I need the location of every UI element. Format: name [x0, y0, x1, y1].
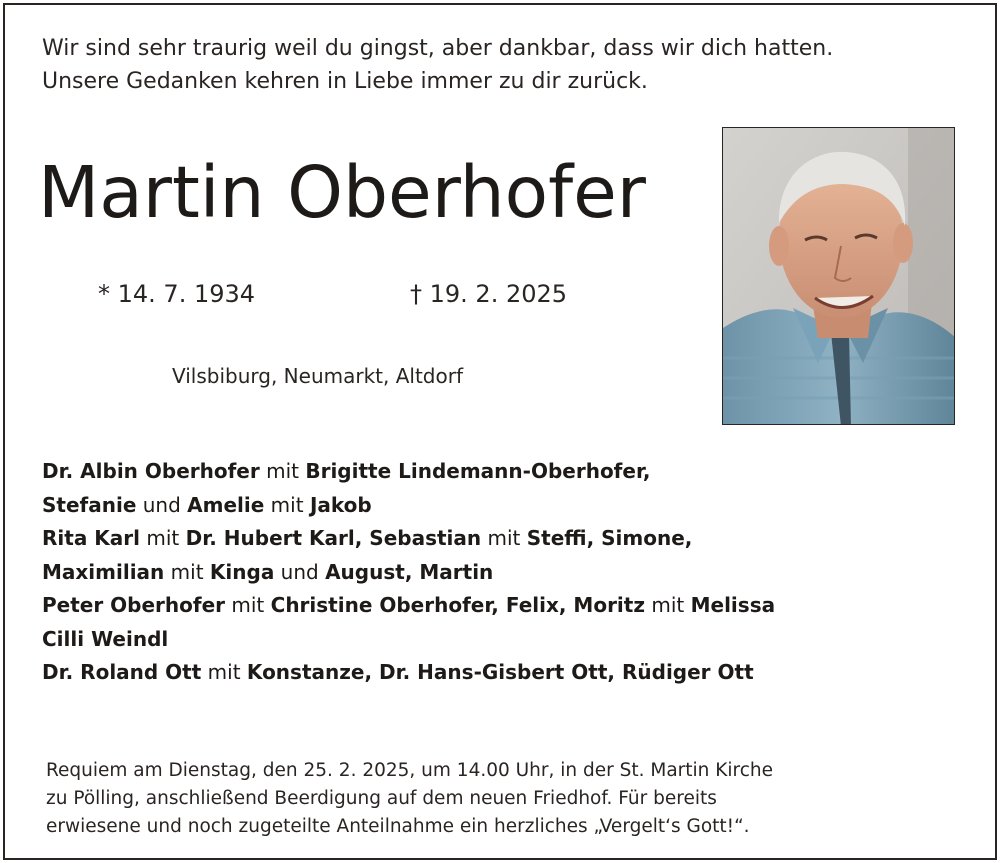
motto: [42, 32, 942, 98]
connector-word: mit: [225, 593, 271, 617]
mourner-name: Melissa: [690, 593, 776, 617]
mourner-line: [42, 522, 942, 556]
deceased-name: Martin Oberhofer: [38, 151, 646, 234]
mourner-name: August, Martin: [325, 559, 494, 584]
mourner-name: Maximilian: [42, 559, 165, 584]
mourner-name: Dr. Hubert Karl, Sebastian: [185, 526, 482, 550]
portrait-photo: [722, 127, 955, 425]
mourner-line: [42, 623, 942, 657]
mourner-line: [42, 455, 942, 489]
mourner-name: Konstanze, Dr. Hans-Gisbert Ott, Rüdiger Ott: [246, 660, 754, 684]
service-line: zu Pölling, anschließend Beerdigung auf dem neuen Friedhof. Für bereits: [46, 788, 717, 809]
mourner-line: [42, 489, 942, 523]
motto-line: Wir sind sehr traurig weil du gingst, aber dankbar, dass wir dich hatten.: [42, 36, 834, 61]
connector-word: mit: [201, 660, 247, 684]
mourners-list: [42, 455, 942, 690]
mourner-name: Steffi, Simone,: [526, 526, 693, 550]
mourner-line: [42, 556, 942, 590]
mourner-name: Peter Oberhofer: [42, 593, 226, 617]
mourner-line: [42, 656, 942, 690]
connector-word: mit: [645, 593, 691, 617]
death-date: † 19. 2. 2025: [410, 280, 568, 308]
mourner-name: Kinga: [209, 559, 275, 584]
connector-word: mit: [264, 492, 310, 517]
birth-date: * 14. 7. 1934: [98, 280, 256, 308]
mourner-line: [42, 589, 942, 623]
service-line: Requiem am Dienstag, den 25. 2. 2025, um 14.00 Uhr, in der St. Martin Kirche: [46, 760, 774, 781]
mourner-name: Rita Karl: [42, 526, 140, 550]
mourner-name: Dr. Roland Ott: [42, 660, 202, 684]
mourner-name: Amelie: [187, 492, 265, 517]
service-info: [46, 757, 946, 841]
connector-word: mit: [164, 559, 210, 584]
mourner-name: Christine Oberhofer, Felix, Moritz: [270, 593, 645, 617]
connector-word: mit: [140, 526, 186, 550]
connector-word: mit: [481, 526, 527, 550]
mourner-name: Brigitte Lindemann-Oberhofer,: [305, 459, 651, 483]
connector-word: und: [136, 492, 188, 517]
connector-word: mit: [259, 459, 306, 483]
mourner-name: Dr. Albin Oberhofer: [42, 459, 260, 483]
motto-line: Unsere Gedanken kehren in Liebe immer zu dir zurück.: [42, 69, 648, 94]
connector-word: und: [274, 559, 326, 584]
mourner-name: Jakob: [309, 492, 372, 517]
mourner-name: Stefanie: [42, 492, 137, 517]
service-line: erwiesene und noch zugeteilte Anteilnahme ein herzliches „Vergelt‘s Gott!“.: [46, 816, 750, 837]
places: Vilsbiburg, Neumarkt, Altdorf: [172, 364, 463, 388]
mourner-name: Cilli Weindl: [42, 626, 169, 651]
